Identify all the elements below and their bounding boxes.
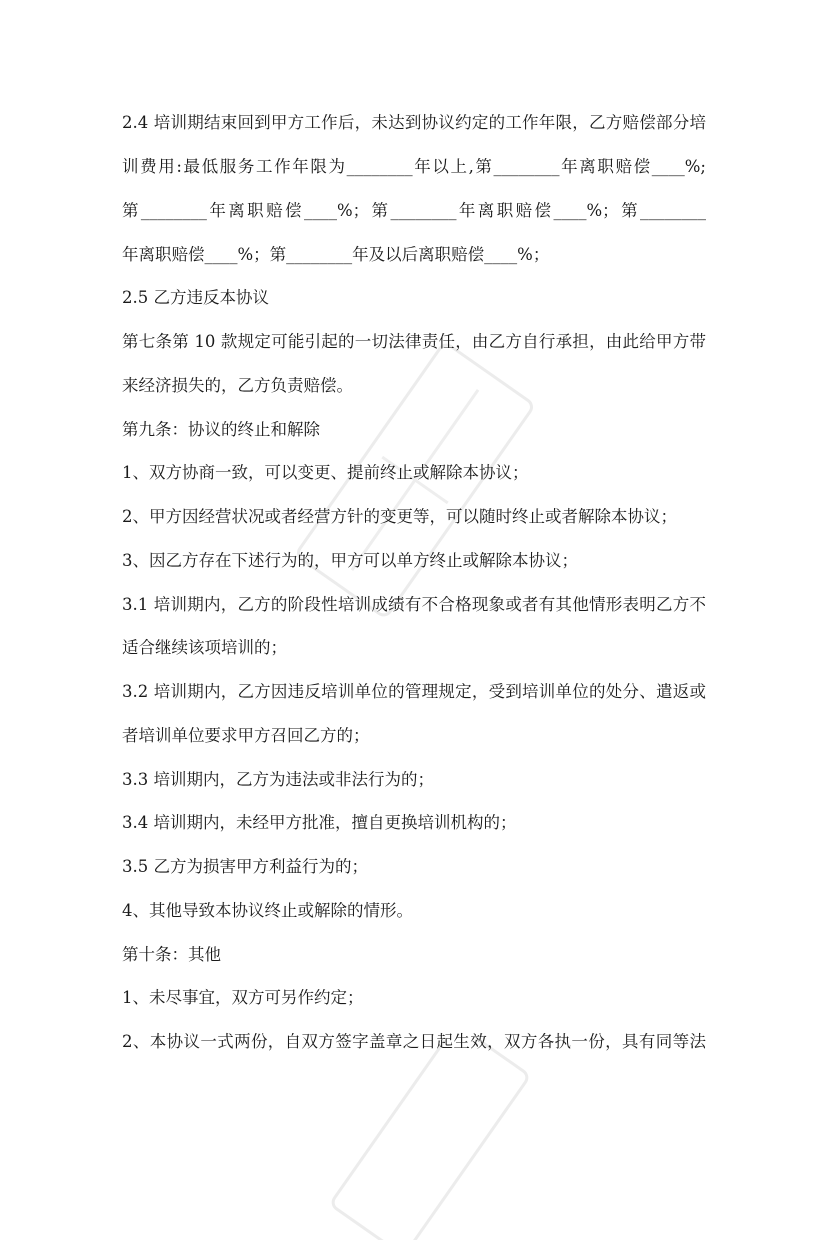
article-heading: 第九条：协议的终止和解除 [122,420,320,439]
list-item: 3.4 培训期内，未经甲方批准，擅自更换培训机构的； [122,813,517,832]
list-item: 3.2 培训期内，乙方因违反培训单位的管理规定，受到培训单位的处分、遣返或 [122,682,706,701]
paragraph-line: 2.4 培训期结束回到甲方工作后，未达到协议约定的工作年限，乙方赔偿部分培 [122,113,706,132]
list-item: 3.3 培训期内，乙方为违法或非法行为的； [122,770,434,789]
paragraph-line: 者培训单位要求甲方召回乙方的； [122,726,370,745]
list-item: 3.1 培训期内，乙方的阶段性培训成绩有不合格现象或者有其他情形表明乙方不 [122,595,706,614]
paragraph-line: 年离职赔偿____%；第________年及以后离职赔偿____%； [122,245,550,264]
list-item: 3、因乙方存在下述行为的，甲方可以单方终止或解除本协议； [122,551,578,570]
list-item: 2、本协议一式两份，自双方签字盖章之日起生效，双方各执一份，具有同等法 [122,1032,706,1051]
list-item: 2、甲方因经营状况或者经营方针的变更等，可以随时终止或者解除本协议； [122,507,677,526]
paragraph-line: 来经济损失的，乙方负责赔偿。 [122,376,353,395]
list-item: 4、其他导致本协议终止或解除的情形。 [122,901,413,920]
watermark-logo-bottom [300,1040,560,1240]
article-heading: 第十条：其他 [122,945,221,964]
section-heading: 2.5 乙方违反本协议 [122,288,269,307]
list-item: 3.5 乙方为损害甲方利益行为的； [122,857,368,876]
paragraph-line: 第七条第 10 款规定可能引起的一切法律责任，由乙方自行承担，由此给甲方带 [122,332,706,351]
paragraph-line: 训费用:最低服务工作年限为________年以上,第________年离职赔偿____%; [122,157,706,176]
paragraph-line: 适合继续该项培训的； [122,638,287,657]
list-item: 1、未尽事宜，双方可另作约定； [122,988,364,1007]
list-item: 1、双方协商一致，可以变更、提前终止或解除本协议； [122,463,529,482]
paragraph-line: 第________年离职赔偿____%；第________年离职赔偿____%；第________ [122,201,706,220]
